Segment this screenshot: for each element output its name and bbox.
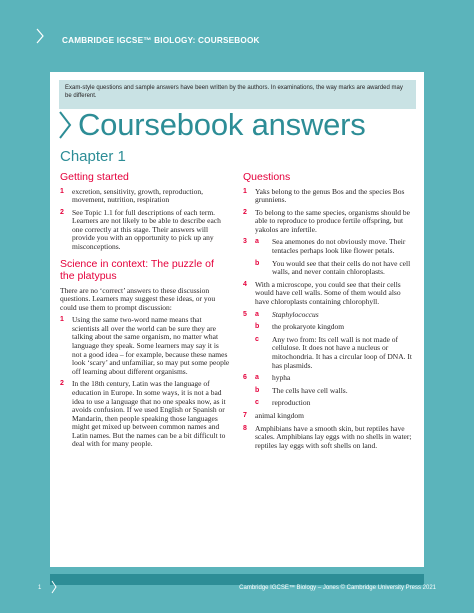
question-number	[243, 399, 255, 408]
question-number: 3	[243, 238, 247, 246]
chevron-right-icon	[36, 28, 44, 44]
question-number: 8	[243, 424, 247, 432]
question-part: a	[255, 374, 259, 382]
answer-text: Any two from: Its cell wall is not made of cellulose. It does not have a nucleus or mitochondria. It has a circular loop of DNA. It has plasmids.	[272, 334, 412, 370]
footer-stripe	[50, 574, 424, 585]
science-context-intro: There are no ‘correct’ answers to these discussion questions. Learners may suggest these ideas, or you could use them to prompt discussion:	[60, 285, 216, 312]
answer-item	[60, 209, 230, 252]
item-text: In the 18th century, Latin was the language of education in Europe. In some ways, it is not a bad idea to use a language that no one speaks now, as it avoids confusion. If we used English or Spanish or Mandarin, then people speaking those languages might get mixed up between common names and Latin names. But the names can be a bit difficult to deal with for many people.	[72, 379, 226, 449]
question-part: b	[255, 323, 260, 331]
question-part: a	[255, 310, 259, 318]
question-number: 1	[243, 187, 247, 195]
question-number	[243, 336, 255, 370]
question-part: a	[255, 238, 259, 246]
item-number: 1	[60, 316, 64, 324]
answer-text: You would see that their cells do not have cell walls, and never contain chloroplasts.	[272, 258, 411, 277]
answer-text: Amphibians have a smooth skin, but reptiles have scales. Amphibians lay eggs with no shells in water; reptiles lay eggs with soft shells on land.	[255, 423, 412, 450]
question-number: 4	[243, 280, 247, 288]
question-part: c	[255, 335, 259, 343]
top-header-bar	[0, 0, 474, 72]
question-part: b	[255, 259, 260, 267]
getting-started-heading: Getting started	[60, 171, 129, 183]
footer-copyright: Cambridge IGCSE™ Biology – Jones © Cambridge University Press 2021	[239, 585, 436, 591]
left-column	[60, 171, 230, 453]
running-title: CAMBRIDGE IGCSE™ BIOLOGY: COURSEBOOK	[62, 36, 260, 45]
item-text: Using the same two-word name means that scientists all over the world can be sure they are talking about the same organism, no matter what language they speak. Some learners may say it is not a good idea – for example, because these names look ‘scary’ and unfamiliar, so may put some people off learning about different organisms.	[72, 315, 230, 376]
answer-text: With a microscope, you could see that their cells would have cell walls. Some of them would also have chloroplasts containing chlorophyll.	[255, 279, 401, 307]
getting-started-list	[60, 188, 230, 252]
answer-item	[60, 188, 230, 205]
item-number: 1	[60, 187, 64, 195]
question-number: 6	[243, 374, 247, 382]
answer-text: reproduction	[272, 398, 311, 408]
question-number	[243, 260, 255, 277]
question-item	[243, 425, 415, 451]
question-item	[243, 260, 415, 277]
item-text: See Topic 1.1 for full descriptions of each term. Learners are not likely to be able to describe each one correctly at this stage. Their answers will provide you with an opportunity to pick up any misconceptions.	[72, 207, 221, 252]
question-item	[243, 209, 415, 235]
exam-notice: Exam-style questions and sample answers have been written by the authors. In examinations, the way marks are awarded may be different.	[59, 80, 416, 109]
question-item	[243, 374, 415, 383]
questions-list	[243, 188, 415, 451]
answer-item	[60, 316, 230, 376]
answer-text: Sea anemones do not obviously move. Their tentacles perhaps look like flower petals.	[272, 237, 406, 256]
question-number	[243, 387, 255, 396]
answer-text: hypha	[272, 373, 291, 383]
question-item	[243, 238, 415, 255]
question-number: 2	[243, 208, 247, 216]
page-number: 1	[38, 585, 42, 591]
title-text: Coursebook answers	[78, 107, 366, 142]
right-column	[243, 171, 415, 454]
answer-text: Staphylococcus	[272, 309, 319, 319]
question-item	[243, 323, 415, 332]
answer-item	[60, 380, 230, 449]
answer-text: the prokaryote kingdom	[272, 322, 345, 332]
answer-text: animal kingdom	[255, 410, 304, 420]
question-item	[243, 412, 415, 421]
question-number: 5	[243, 310, 247, 318]
chevron-right-icon	[58, 110, 72, 140]
answer-text: To belong to the same species, organisms should be able to reproduce to produce fertile offspring, but yakolos are infertile.	[255, 207, 410, 234]
chevron-right-icon	[51, 580, 57, 594]
question-number: 7	[243, 411, 247, 419]
question-item	[243, 336, 415, 370]
question-item	[243, 311, 415, 320]
page-title	[58, 107, 366, 143]
answer-text: The cells have cell walls.	[272, 385, 348, 395]
chapter-heading: Chapter 1	[60, 148, 126, 165]
question-item	[243, 387, 415, 396]
question-part: b	[255, 386, 260, 394]
question-item	[243, 188, 415, 205]
science-context-list	[60, 316, 230, 449]
item-text: excretion, sensitivity, growth, reproduction, movement, nutrition, respiration	[72, 186, 203, 205]
item-number: 2	[60, 380, 64, 388]
question-part: c	[255, 399, 259, 407]
item-number: 2	[60, 208, 64, 216]
question-item	[243, 281, 415, 307]
science-context-heading: Science in context: The puzzle of the platypus	[60, 257, 214, 283]
questions-heading: Questions	[243, 171, 291, 183]
answer-text: Yaks belong to the genus Bos and the species Bos grunniens.	[255, 186, 405, 205]
page-content	[50, 72, 424, 567]
question-number	[243, 323, 255, 332]
question-item	[243, 399, 415, 408]
